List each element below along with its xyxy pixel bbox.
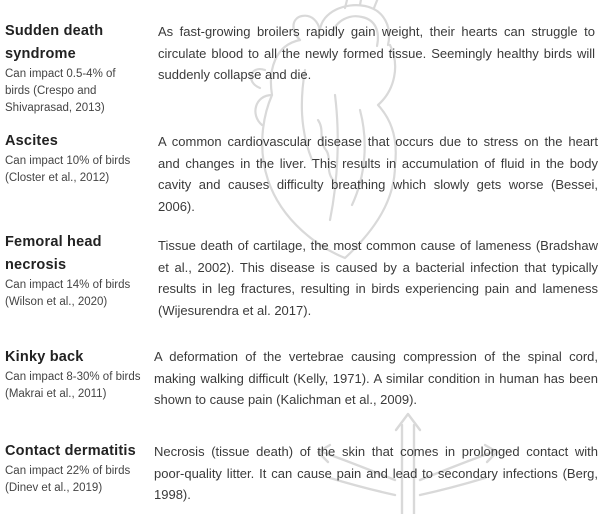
- disease-impact: Can impact 14% of birds (Wilson et al., 2020): [5, 279, 131, 308]
- disease-impact: Can impact 8-30% of birds (Makrai et al., 2011): [5, 371, 141, 400]
- disease-name: Ascites: [5, 133, 58, 149]
- disease-impact: Can impact 10% of birds (Closter et al., 2012): [5, 155, 131, 184]
- disease-description: A deformation of the vertebrae causing compression of the spinal cord, making walking difficult (Kelly, 1971). A similar condition in human has been shown to cause pain (Kalichman et al., 2009).: [154, 349, 598, 407]
- disease-info: [5, 20, 153, 117]
- disease-info: [5, 231, 153, 311]
- disease-name: Sudden death syndrome: [5, 23, 104, 62]
- disease-description: As fast-growing broilers rapidly gain weight, their hearts can struggle to circulate blood to all the newly formed tissue. Seemingly healthy birds will suddenly collapse and die.: [158, 24, 595, 82]
- disease-name: Kinky back: [5, 349, 84, 365]
- disease-impact: Can impact 0.5-4% of birds (Crespo and Shivaprasad, 2013): [5, 68, 116, 114]
- disease-description: A common cardiovascular disease that occurs due to stress on the heart and changes in the liver. This results in accumulation of fluid in the body cavity and causes difficulty breathing which slowly gets worse (Bessei, 2006).: [158, 134, 598, 214]
- disease-info: [5, 346, 153, 403]
- disease-name: Femoral head necrosis: [5, 234, 102, 273]
- disease-impact: Can impact 22% of birds (Dinev et al., 2019): [5, 465, 131, 494]
- disease-description: Necrosis (tissue death) of the skin that comes in prolonged contact with poor-quality litter. It can cause pain and lead to secondary infections (Berg, 1998).: [154, 444, 598, 502]
- disease-info: [5, 440, 153, 497]
- disease-description: Tissue death of cartilage, the most common cause of lameness (Bradshaw et al., 2002). This disease is caused by a bacterial infection that typically results in leg fractures, resulting in birds experiencing pain and lameness (Wijesurendra et al. 2017).: [158, 238, 598, 318]
- disease-info: [5, 130, 153, 187]
- disease-name: Contact dermatitis: [5, 443, 136, 459]
